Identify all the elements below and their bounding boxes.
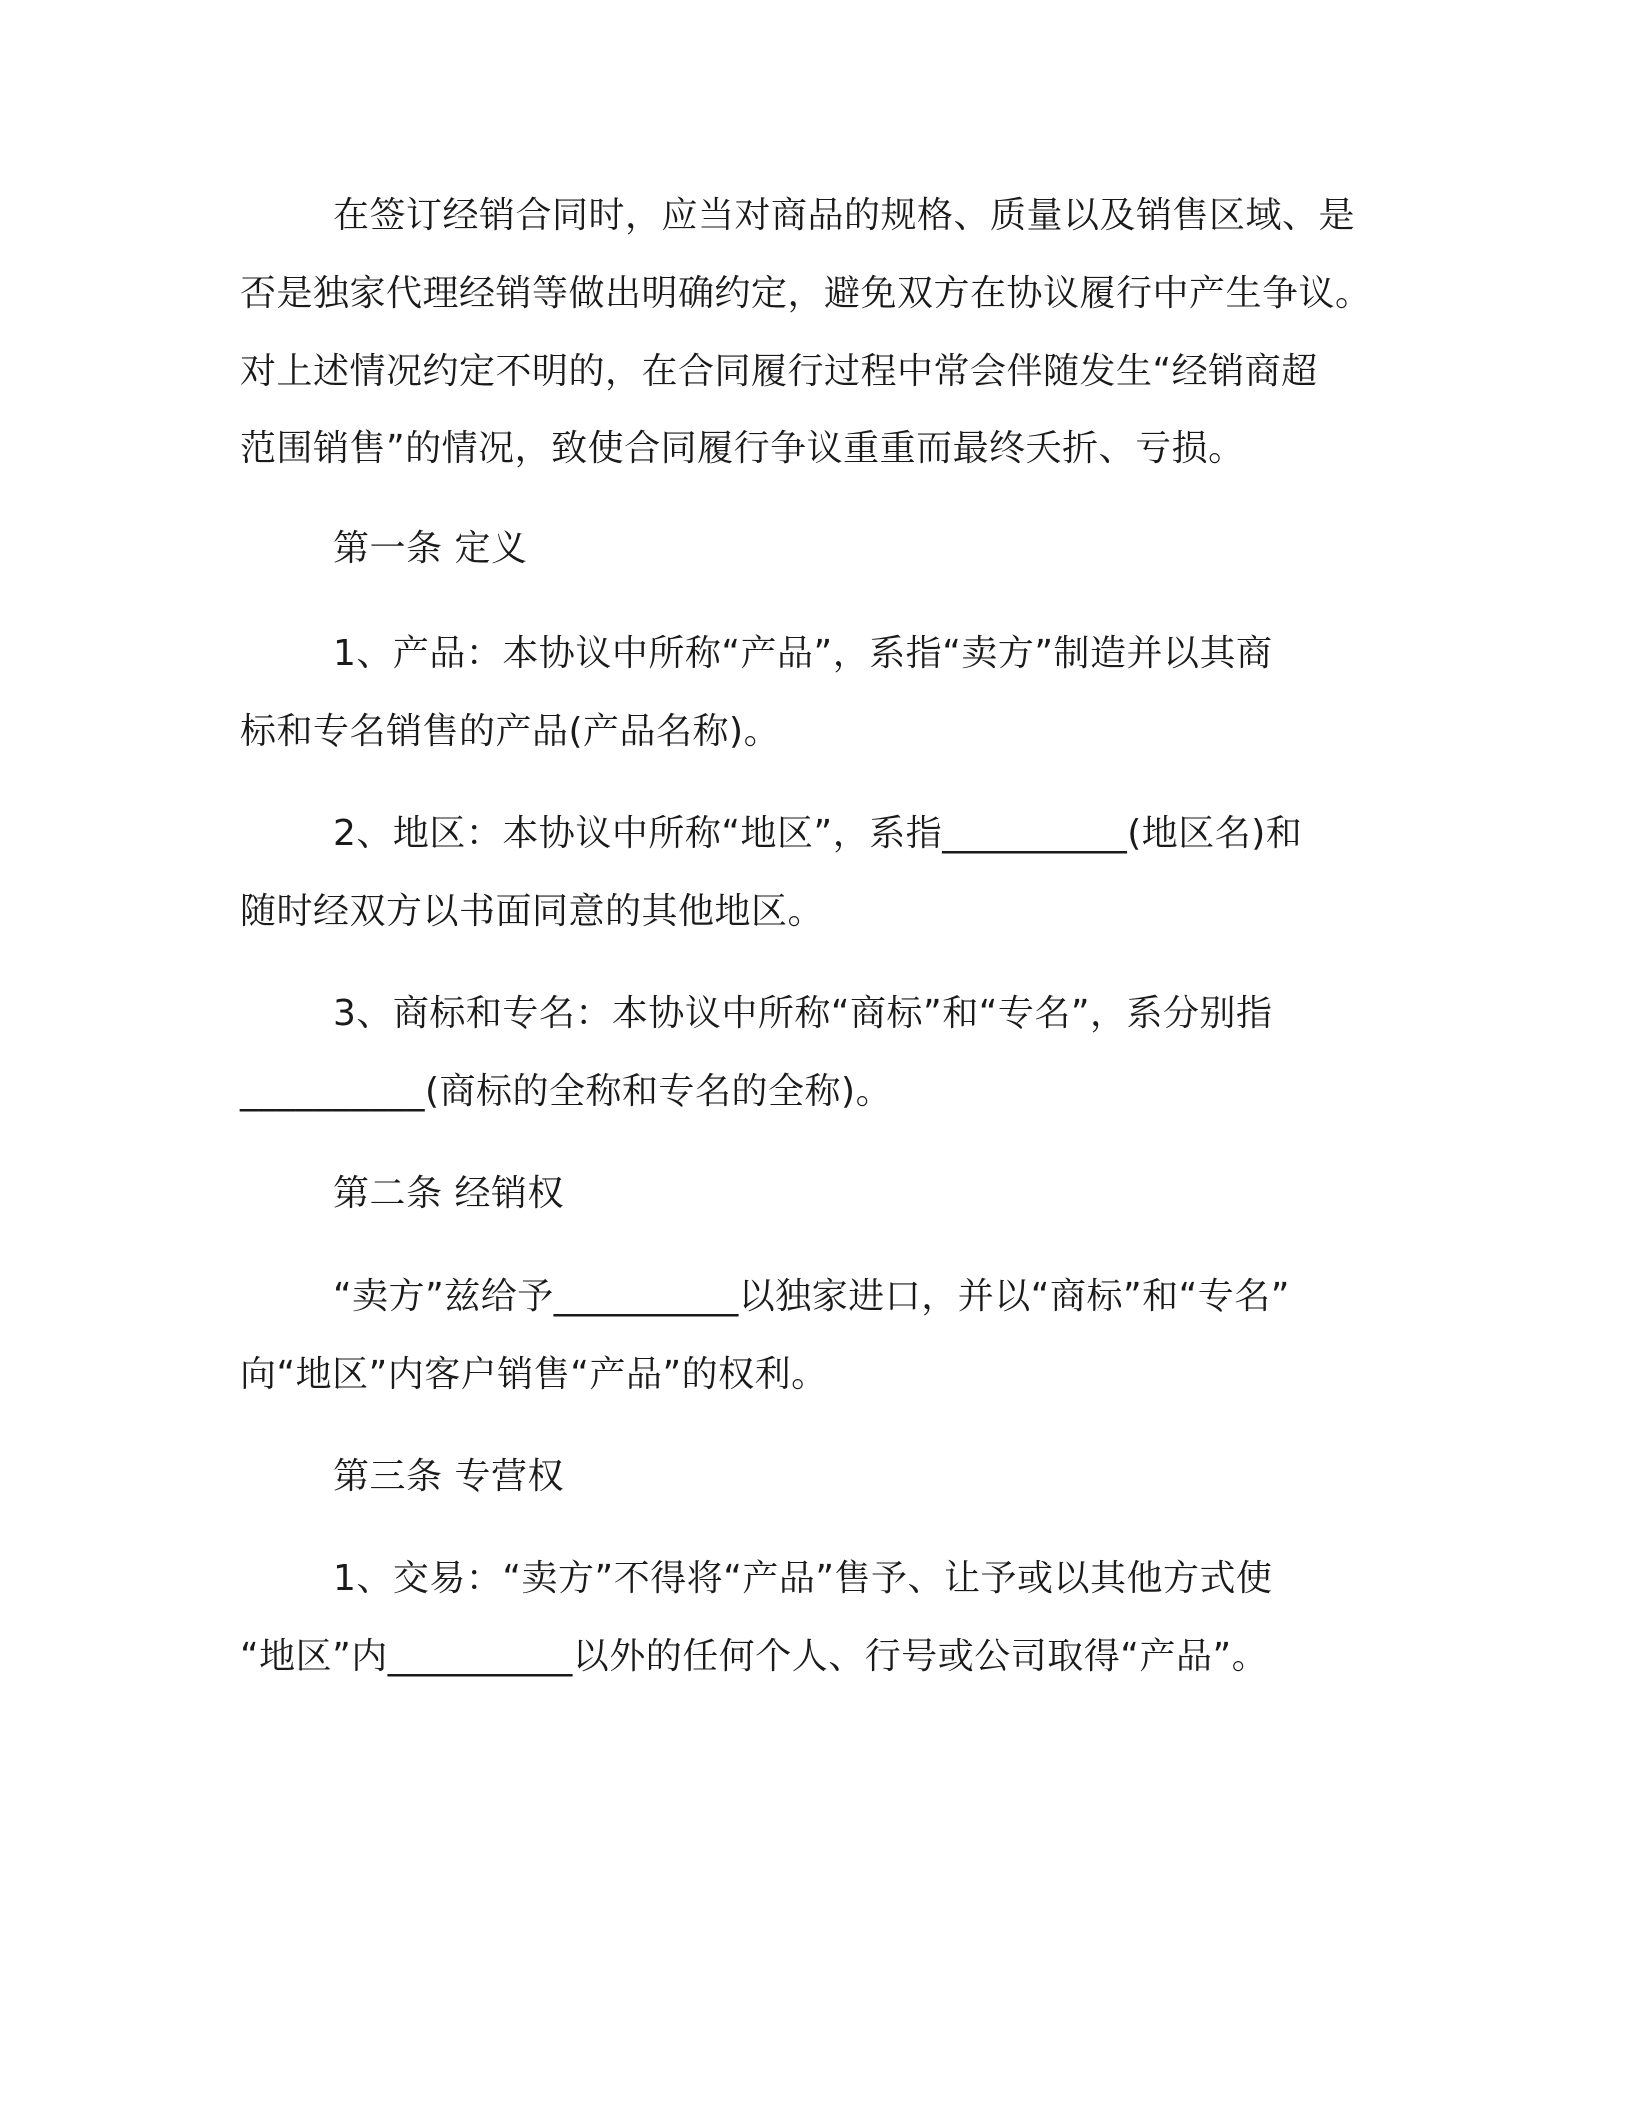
article-2-line-2: 向“地区”内客户销售“产品”的权利。 [240,1354,828,1395]
article-1-item-2-line-1: 2、地区：本协议中所称“地区”，系指__________(地区名)和 [333,813,1303,854]
intro-line-1: 在签订经销合同时，应当对商品的规格、质量以及销售区域、是 [333,195,1356,236]
article-1-heading: 第一条 定义 [333,528,528,569]
article-1-item-3-line-1: 3、商标和专名：本协议中所称“商标”和“专名”，系分别指 [333,993,1273,1034]
article-3-heading: 第三条 专营权 [333,1456,564,1497]
article-2-line-1: “卖方”兹给予__________以独家进口，并以“商标”和“专名” [333,1276,1290,1317]
intro-line-3: 对上述情况约定不明的，在合同履行过程中常会伴随发生“经销商超 [240,351,1318,392]
article-3-item-1-line-1: 1、交易：“卖方”不得将“产品”售予、让予或以其他方式使 [333,1558,1273,1599]
article-1-item-3-line-2: __________(商标的全称和专名的全称)。 [240,1071,893,1112]
intro-line-4: 范围销售”的情况，致使合同履行争议重重而最终夭折、亏损。 [240,428,1245,469]
article-2-heading: 第二条 经销权 [333,1173,564,1214]
article-1-item-1-line-2: 标和专名销售的产品(产品名称)。 [240,711,781,752]
article-1-item-2-line-2: 随时经双方以书面同意的其他地区。 [240,891,825,932]
intro-line-2: 否是独家代理经销等做出明确约定，避免双方在协议履行中产生争议。 [240,273,1372,314]
article-3-item-1-line-2: “地区”内__________以外的任何个人、行号或公司取得“产品”。 [240,1636,1269,1677]
article-1-item-1-line-1: 1、产品：本协议中所称“产品”，系指“卖方”制造并以其商 [333,633,1273,674]
